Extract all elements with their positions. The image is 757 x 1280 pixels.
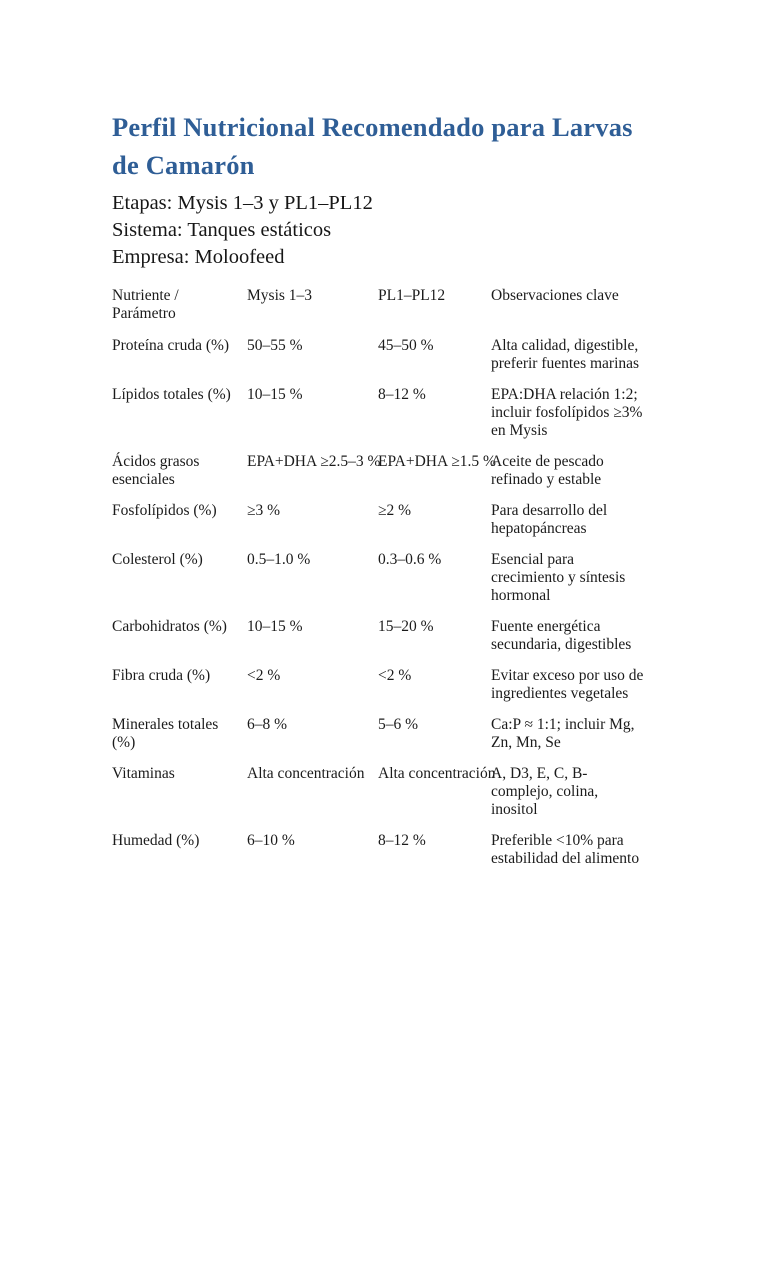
nutrition-table: [112, 287, 652, 881]
cell-observaciones: EPA:DHA relación 1:2; incluir fosfolípidos ≥3% en Mysis: [491, 386, 643, 439]
table-row: [112, 765, 652, 832]
cell-nutriente: Proteína cruda (%): [112, 337, 230, 354]
col-header-mysis: Mysis 1–3: [247, 287, 313, 304]
table-row: [112, 832, 652, 881]
document-subtitles: [112, 190, 757, 271]
cell-observaciones: Aceite de pescado refinado y estable: [491, 453, 604, 488]
cell-nutriente: Lípidos totales (%): [112, 386, 231, 403]
table-row: [112, 667, 652, 716]
table-row: [112, 551, 652, 618]
cell-nutriente: Humedad (%): [112, 832, 200, 849]
table-header-row: [112, 287, 652, 337]
col-header-pl: PL1–PL12: [378, 287, 446, 304]
cell-pl: <2 %: [378, 667, 412, 684]
cell-observaciones: Esencial para crecimiento y síntesis hormonal: [491, 551, 626, 604]
cell-mysis: <2 %: [247, 667, 281, 684]
cell-observaciones: Preferible <10% para estabilidad del alimento: [491, 832, 640, 867]
table-row: [112, 618, 652, 667]
cell-nutriente: Fosfolípidos (%): [112, 502, 217, 519]
col-header-observaciones: Observaciones clave: [491, 287, 619, 304]
cell-mysis: 6–10 %: [247, 832, 295, 849]
cell-observaciones: Para desarrollo del hepatopáncreas: [491, 502, 608, 537]
cell-nutriente: Colesterol (%): [112, 551, 203, 568]
cell-pl: 15–20 %: [378, 618, 434, 635]
table-row: [112, 453, 652, 502]
cell-nutriente: Carbohidratos (%): [112, 618, 227, 635]
subtitle-sistema: Sistema: Tanques estáticos: [112, 219, 332, 241]
subtitle-empresa: Empresa: Moloofeed: [112, 246, 285, 268]
cell-pl: 0.3–0.6 %: [378, 551, 442, 568]
cell-pl: Alta concentración: [378, 765, 496, 782]
cell-pl: 5–6 %: [378, 716, 419, 733]
page-title-line-2: de Camarón: [112, 150, 255, 180]
cell-observaciones: Evitar exceso por uso de ingredientes vegetales: [491, 667, 644, 702]
cell-nutriente: Fibra cruda (%): [112, 667, 211, 684]
table-row: [112, 386, 652, 453]
cell-mysis: 50–55 %: [247, 337, 303, 354]
cell-nutriente: Ácidos grasos esenciales: [112, 453, 200, 488]
col-header-nutriente: Nutriente / Parámetro: [112, 287, 179, 322]
cell-observaciones: A, D3, E, C, B-complejo, colina, inositol: [491, 765, 599, 818]
cell-pl: EPA+DHA ≥1.5 %: [378, 453, 496, 470]
cell-mysis: 6–8 %: [247, 716, 288, 733]
cell-mysis: ≥3 %: [247, 502, 281, 519]
page-title: [112, 108, 757, 184]
cell-nutriente: Vitaminas: [112, 765, 175, 782]
cell-pl: 45–50 %: [378, 337, 434, 354]
cell-observaciones: Alta calidad, digestible, preferir fuentes marinas: [491, 337, 640, 372]
cell-mysis: 10–15 %: [247, 618, 303, 635]
cell-mysis: EPA+DHA ≥2.5–3 %: [247, 453, 381, 470]
cell-pl: ≥2 %: [378, 502, 412, 519]
page-title-line-1: Perfil Nutricional Recomendado para Larvas: [112, 112, 633, 142]
cell-mysis: 10–15 %: [247, 386, 303, 403]
table-row: [112, 337, 652, 386]
cell-nutriente: Minerales totales (%): [112, 716, 219, 751]
cell-observaciones: Ca:P ≈ 1:1; incluir Mg, Zn, Mn, Se: [491, 716, 635, 751]
subtitle-etapas: Etapas: Mysis 1–3 y PL1–PL12: [112, 192, 373, 214]
table-body: [112, 337, 652, 881]
cell-pl: 8–12 %: [378, 832, 426, 849]
table-row: [112, 502, 652, 551]
cell-mysis: Alta concentración: [247, 765, 365, 782]
cell-mysis: 0.5–1.0 %: [247, 551, 311, 568]
cell-observaciones: Fuente energética secundaria, digestibles: [491, 618, 632, 653]
cell-pl: 8–12 %: [378, 386, 426, 403]
table-row: [112, 716, 652, 765]
